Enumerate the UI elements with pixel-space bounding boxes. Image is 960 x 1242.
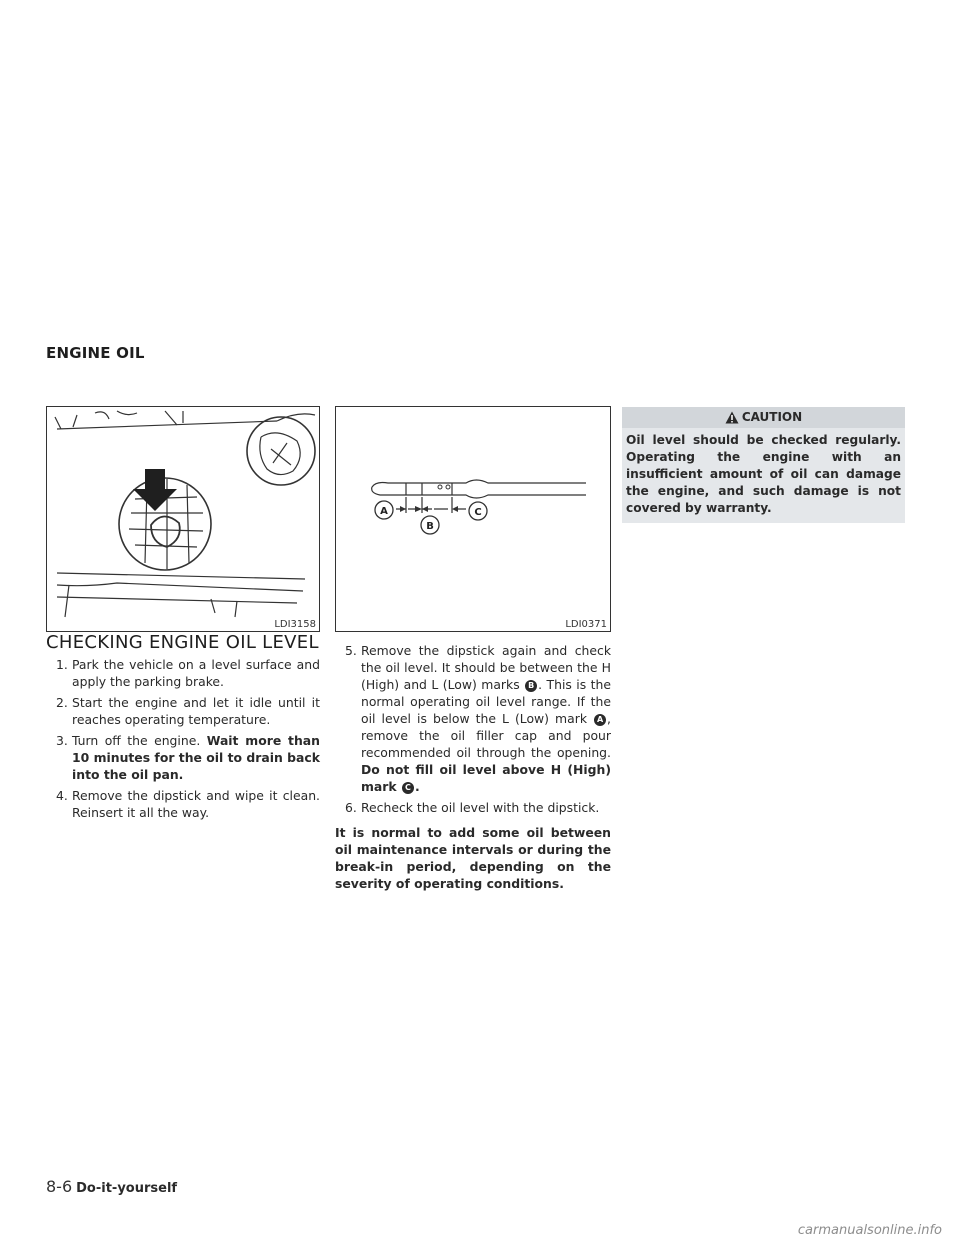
engine-bay-drawing: [47, 407, 319, 631]
label-c: C: [474, 507, 482, 518]
left-column: [46, 634, 320, 825]
step-text-wrap: [72, 732, 320, 783]
mark-a-icon: A: [594, 714, 606, 726]
figure-code: LDI3158: [274, 619, 316, 630]
caution-header: [622, 407, 905, 428]
step-number: 4.: [56, 788, 68, 803]
subsection-title: CHECKING ENGINE OIL LEVEL: [46, 632, 319, 653]
step-warning: Do not fill oil level above H (High) mark: [361, 762, 611, 794]
maintenance-note: It is normal to add some oil between oil maintenance intervals or during the break-in period, depending on the severity of operating conditions.: [335, 825, 611, 891]
section-title: ENGINE OIL: [46, 344, 145, 362]
step-text-wrap: [361, 642, 611, 795]
label-b: B: [426, 521, 434, 532]
step-number: 5.: [345, 643, 357, 658]
step-number: 2.: [56, 695, 68, 710]
step-1: [56, 656, 320, 690]
mark-c-icon: C: [402, 782, 414, 794]
step-text: Park the vehicle on a level surface and apply the parking brake.: [72, 657, 320, 689]
step-text: Remove the dipstick again and check the oil level. It should be between the H (High) and L (Low) marks: [361, 643, 611, 692]
step-text: Recheck the oil level with the dipstick.: [361, 800, 600, 815]
caution-text: Oil level should be checked regularly. Operating the engine with an insufficient amount of oil can damage the engine, and such damage is not covered by warranty.: [622, 428, 905, 523]
step-warning: Wait more than 10 minutes for the oil to drain back into the oil pan.: [72, 733, 320, 782]
step-text: Turn off the engine.: [72, 733, 207, 748]
step-text: . This is the normal operating oil level range. If the oil level is below the L (Low) mark: [361, 677, 611, 726]
page-number: 8-6: [46, 1177, 73, 1196]
label-a: A: [380, 506, 388, 517]
step-text: Remove the dipstick and wipe it clean. Reinsert it all the way.: [72, 788, 320, 820]
watermark: carmanualsonline.info: [797, 1223, 942, 1238]
middle-column: [335, 642, 611, 892]
step-3: [56, 732, 320, 783]
step-number: 1.: [56, 657, 68, 672]
step-2: [56, 694, 320, 728]
dipstick-illustration: [335, 406, 611, 632]
step-5: [345, 642, 611, 795]
chapter-name: Do-it-yourself: [76, 1181, 178, 1196]
step-4: [56, 787, 320, 821]
warning-icon: [725, 411, 739, 424]
right-column: [622, 407, 905, 523]
dipstick-drawing: [336, 407, 610, 631]
caution-title: CAUTION: [741, 410, 803, 424]
step-number: 3.: [56, 733, 68, 748]
mark-b-icon: B: [525, 680, 537, 692]
step-6: [345, 799, 611, 816]
step-warning-end: .: [414, 779, 420, 794]
step-text: Start the engine and let it idle until it reaches operating temperature.: [72, 695, 320, 727]
engine-bay-illustration: [46, 406, 320, 632]
figure-code: LDI0371: [565, 619, 607, 630]
caution-box: [622, 407, 905, 523]
step-text: , remove the oil filler cap and pour recommended oil through the opening.: [361, 711, 611, 760]
page-footer: [46, 1177, 177, 1196]
step-number: 6.: [345, 800, 357, 815]
